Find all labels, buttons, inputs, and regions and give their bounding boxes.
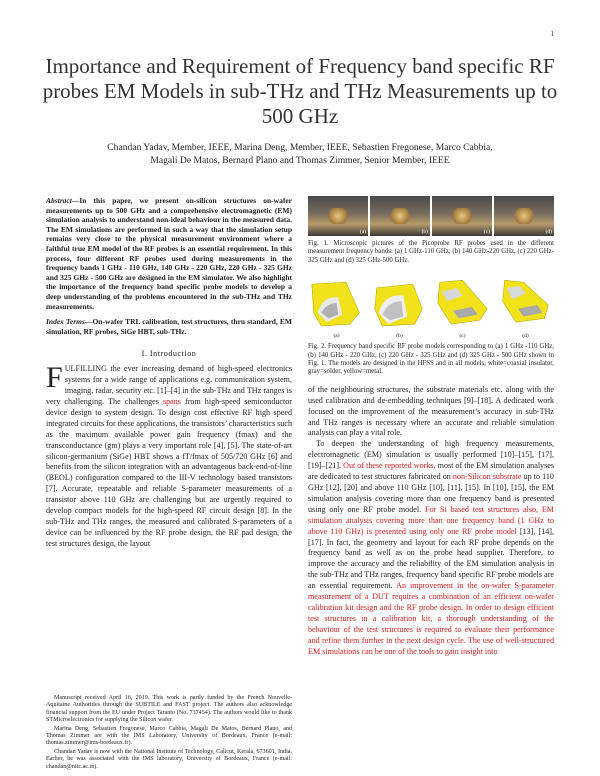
abstract-text: —In this paper, we present on-silicon structures on-wafer measurements up to 500 GHz and a comprehensive electromagnetic (EM) simulation analysis to understand non-ideal behaviour in the measured data. The EM simulations are performed in such a way that the simulation setup remains very close to the physical measurement environment where a faithful true EM model of the RF probes is an essential requirement. In this process, four different RF probes used during measurements in the frequency bands 1 GHz - 110 GHz, 140 GHz - 220 GHz, 220 GHz - 325 GHz and 325 GHz - 500 GHz are designed in the EM simulator. We also highlight the importance of the frequency band specific probe models to develop a deep understanding of the problems encountered in the sub-THz and THz measurements. <box>46 196 292 311</box>
intro-p3-highlight-4: An improvement in the on-wafer S-parameter measurement of a DUT requires a combination of an efficient on-wafer calibration kit design and the RF probe design. In order to design efficient test structures in a calibration kit, a thorough understanding of the behaviour of the test structures is required to evaluate their performance and refine them further in the next design cycle. The use of well-structured EM simulations can be one of the tools to gain insight into <box>308 581 554 656</box>
author-line-2: Magali De Matos, Bernard Plano and Thomas Zimmer, Senior Member, IEEE <box>150 155 450 166</box>
probe-photo-a <box>308 196 368 236</box>
figure-2-models <box>308 273 554 339</box>
probe-model-c <box>434 273 491 339</box>
probe-model-d-drawing <box>497 273 554 339</box>
index-terms <box>46 317 292 336</box>
abstract-label: Abstract <box>46 196 72 205</box>
photo-label-a: (a) <box>359 229 366 235</box>
intro-p3-highlight-1: Out of these reported works, <box>343 461 436 471</box>
intro-p3-text-b: most of the EM simulation analyses are dedicated to test structures fabricated on <box>308 461 555 482</box>
left-column <box>46 196 292 550</box>
right-column <box>308 196 554 658</box>
intro-p3-text-d: [13], [14], [17]. In fact, the geometry and layout for each RF probe depends on the frequency band as well as on the probe head supplier. Therefore, to improve the accuracy and the reliability of the EM simulation analysis in the sub-THz and THz ranges, frequency band specific RF probe models are an essential requirement. <box>308 526 555 591</box>
intro-p1-highlight: spans <box>162 397 181 407</box>
paper-title: Importance and Requirement of Frequency band specific RF probes EM Models in sub-THz and THz Measurements up to 500 GHz <box>42 54 558 128</box>
figure-2-caption: Fig. 2. Frequency band specific RF probe models corresponding to (a) 1 GHz -110 GHz, (b) 140 GHz - 220 GHz, (c) 220 GHz - 325 GHz and (d) 325 GHz - 500 GHz shown in Fig. 1. The models are designed in the HFSS and in all models, white=coaxial insulator, gray=solder, yellow=metal. <box>308 343 554 376</box>
intro-p3-highlight-2: non-Silicon substrate <box>452 472 522 482</box>
figure-1-caption: Fig. 1. Microscopic pictures of the Picoprobe RF probes used in the different measurement frequency bands: (a) 1 GHz-110 GHz, (b) 140 GHz-220 GHz, (c) 220 GHz-325 GHz and (d) 325 GHz-500 GHz. <box>308 240 554 264</box>
page-number: 1 <box>550 30 554 38</box>
intro-p1-text-a: ULFILLING the ever increasing demand of high-speed electronics systems for a wide range of applications e.g. communication system, imaging, radar, security etc. [1]–[4] in the sub-THz and THz ranges is very challenging. The challenges <box>46 364 292 407</box>
model-label-c: (c) <box>459 333 466 340</box>
photo-label-c: (c) <box>483 229 490 235</box>
index-terms-label: Index Terms <box>46 317 85 327</box>
intro-p3-text-a: To deepen the understanding of high frequency measurements, electromagnetic (EM) simulation is usually performed [10]–[15], [17], [19]–[21]. <box>308 439 554 471</box>
footnote-1: Manuscript received April 16, 2019. This work is partly funded by the French Nouvelle-Aquitaine Authorities through the SUBTILE and FAST project. The authors also acknowledge financial support from the EU under Project Taranto (No. 737454). The authors would like to thank STMicroelectronics for supplying the Silicon wafer. <box>46 695 292 724</box>
index-terms-text: —On-wafer TRL calibration, test structures, thru standard, EM simulation, RF probes, SiGe HBT, sub-THz. <box>46 317 293 336</box>
footnote-2: Marina Deng, Sebastien Fregonese, Marco Cabbia, Magali De Matos, Bernard Plano, and Thomas Zimmer are with the IMS Laboratory, University of Bordeaux, France (e-mail: thomas.zimmer@ims-bordeaux.fr). <box>46 725 292 747</box>
intro-paragraph-2 <box>308 439 554 657</box>
probe-model-c-drawing <box>434 273 491 339</box>
intro-p1-text-b: from high-speed semiconductor device design to system design. To design cost effective RF high speed integrated circuits for these applications, the transistors’ characteristics such as the maximum available power gain frequency (fmax) and the transconductance (gm) plays a very important role [4], [5]. The state-of-art silicon-germanium (SiGe) HBT shows a fT/fmax of 505/720 GHz [6] and benefits from the silicon integration with an advantageous back-end-of-line (BEOL) configuration compared to the III-V technology based transistors [7]. Accurate, repeatable and reliable S-parameter measurements of a transistor above 110 GHz are challenging but are urgently required to develop compact models for the high-speed RF circuit design [8]. In the sub-THz and THz ranges, the measured and calibrated S-parameters of a device can be influenced by the RF probe design, the RF pad design, the test structures design, the layout <box>46 397 292 548</box>
model-label-d: (d) <box>522 333 529 340</box>
abstract <box>46 196 292 311</box>
probe-model-a-drawing <box>308 273 365 339</box>
model-label-a: (a) <box>333 333 340 340</box>
author-list <box>40 141 560 167</box>
probe-photo-c <box>432 196 492 236</box>
intro-paragraph-1-continued: of the neighbouring structures, the substrate materials etc. along with the used calibration and de-embedding techniques [9]–[18]. A dedicated work focused on the improvement of the measurement’s accuracy in sub-THz and THz ranges is necessary where an accurate and reliable simulation analysis can play a vital role. <box>308 384 554 438</box>
probe-photo-d <box>494 196 554 236</box>
model-label-b: (b) <box>396 333 403 340</box>
author-line-1: Chandan Yadav, Member, IEEE, Marina Deng, Member, IEEE, Sebastien Fregonese, Marco Cabbia, <box>107 142 493 153</box>
probe-model-a <box>308 273 365 339</box>
probe-photo-b <box>370 196 430 236</box>
footnote-3: Chandan Yadav is now with the National Institute of Technology, Calicut, Kerala, 673601, India. Earlier, he was associated with the IMS laboratory, University of Bordeaux, France (e-mail: chandan@nitc.ac.in). <box>46 748 292 770</box>
probe-model-d <box>497 273 554 339</box>
photo-label-d: (d) <box>545 229 552 235</box>
photo-label-b: (b) <box>421 229 428 235</box>
footnotes <box>46 695 292 772</box>
intro-p3-text-c: up to 110 GHz [12], [20] and above 110 GHz [10], [11], [15]. In [10], [15], the EM simulation analysis covering more than one frequency band is presented using only one RF probe model. <box>308 472 554 514</box>
probe-model-b-drawing <box>371 273 428 339</box>
probe-model-b <box>371 273 428 339</box>
intro-p3-highlight-3: For Si based test structures also, EM simulation analysis covering more than one frequency band (1 GHz to above 110 GHz) is presented using only one RF probe model <box>308 504 554 536</box>
drop-cap: F <box>46 361 63 395</box>
intro-paragraph-1 <box>46 361 292 549</box>
figure-1-photos <box>308 196 554 236</box>
section-heading-introduction: I. Introduction <box>141 349 197 359</box>
